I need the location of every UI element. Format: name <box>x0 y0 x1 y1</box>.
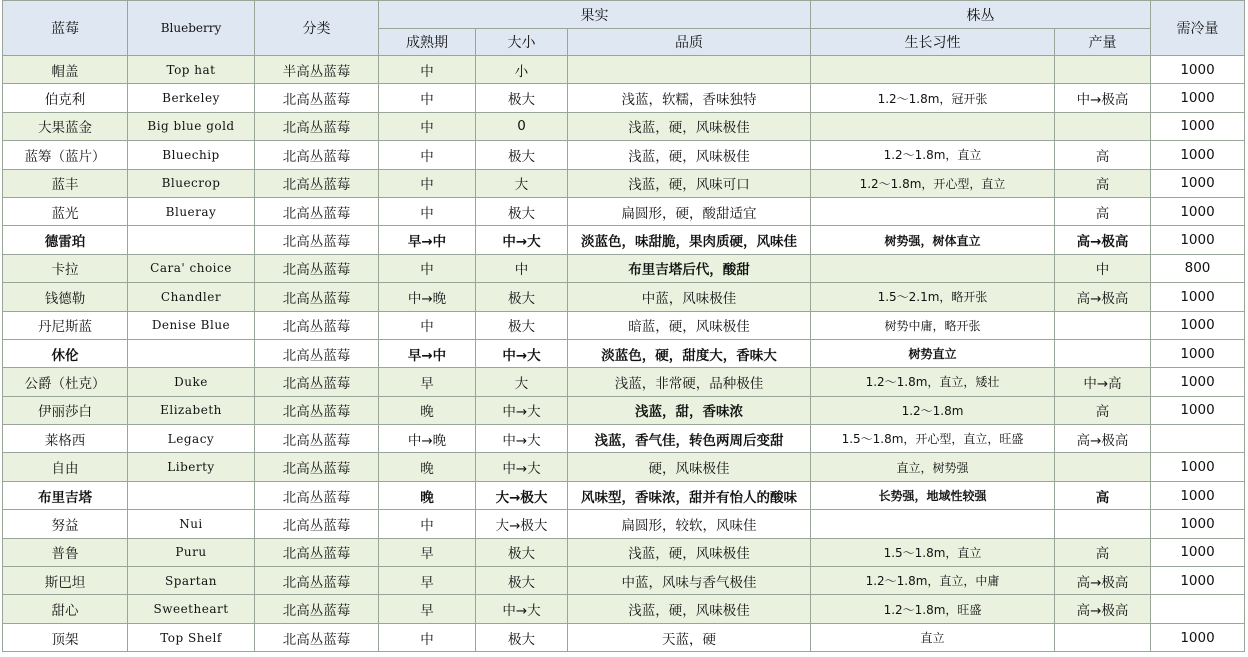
cell-size: 中 <box>476 254 568 282</box>
cell-yield: 中→高 <box>1055 368 1151 396</box>
cell-yield: 中→极高 <box>1055 84 1151 112</box>
cell-size: 0 <box>476 112 568 140</box>
cell-name-cn: 德雷珀 <box>3 226 128 254</box>
cell-size: 大 <box>476 368 568 396</box>
cell-growth: 1.2～1.8m，直立，矮壮 <box>811 368 1055 396</box>
cell-category: 北高丛蓝莓 <box>255 623 379 651</box>
cell-category: 北高丛蓝莓 <box>255 226 379 254</box>
cell-yield <box>1055 311 1151 339</box>
cell-name-en <box>128 481 255 509</box>
cell-name-cn: 莱格西 <box>3 425 128 453</box>
cell-chill: 800 <box>1151 254 1245 282</box>
cell-maturity: 晚 <box>379 481 476 509</box>
table-row <box>3 510 1245 538</box>
cell-yield: 高 <box>1055 197 1151 225</box>
table-row <box>3 112 1245 140</box>
table-row <box>3 169 1245 197</box>
cell-quality: 浅蓝，硬，风味极佳 <box>568 538 811 566</box>
cell-maturity: 早 <box>379 368 476 396</box>
cell-maturity: 中 <box>379 623 476 651</box>
cell-yield: 高 <box>1055 396 1151 424</box>
cell-chill <box>1151 425 1245 453</box>
cell-name-cn: 帽盖 <box>3 56 128 84</box>
cell-category: 北高丛蓝莓 <box>255 84 379 112</box>
cell-quality: 天蓝，硬 <box>568 623 811 651</box>
cell-size: 中→大 <box>476 453 568 481</box>
cell-chill: 1000 <box>1151 510 1245 538</box>
cell-chill: 1000 <box>1151 84 1245 112</box>
cell-quality: 浅蓝，硬，风味极佳 <box>568 112 811 140</box>
cell-chill: 1000 <box>1151 623 1245 651</box>
cell-growth: 1.2～1.8m，冠开张 <box>811 84 1055 112</box>
cell-growth <box>811 197 1055 225</box>
table-row <box>3 339 1245 367</box>
header-plant: 株丛 <box>811 1 1151 29</box>
cell-growth <box>811 112 1055 140</box>
cell-maturity: 早 <box>379 538 476 566</box>
cell-chill: 1000 <box>1151 311 1245 339</box>
cell-quality: 淡蓝色，硬，甜度大，香味大 <box>568 339 811 367</box>
cell-size: 中→大 <box>476 226 568 254</box>
cell-size: 中→大 <box>476 339 568 367</box>
cell-yield: 高→极高 <box>1055 595 1151 623</box>
table-row <box>3 226 1245 254</box>
cell-category: 北高丛蓝莓 <box>255 425 379 453</box>
cell-maturity: 中 <box>379 197 476 225</box>
cell-chill: 1000 <box>1151 396 1245 424</box>
table-row <box>3 254 1245 282</box>
cell-name-en: Top Shelf <box>128 623 255 651</box>
cell-maturity: 中 <box>379 254 476 282</box>
cell-size: 小 <box>476 56 568 84</box>
cell-growth: 1.2～1.8m，旺盛 <box>811 595 1055 623</box>
cell-name-en: Top hat <box>128 56 255 84</box>
cell-name-cn: 自由 <box>3 453 128 481</box>
cell-name-cn: 蓝光 <box>3 197 128 225</box>
cell-name-cn: 斯巴坦 <box>3 567 128 595</box>
cell-name-en: Liberty <box>128 453 255 481</box>
table-row <box>3 197 1245 225</box>
cell-growth: 树势直立 <box>811 339 1055 367</box>
cell-yield <box>1055 56 1151 84</box>
cell-yield <box>1055 623 1151 651</box>
cell-quality <box>568 56 811 84</box>
cell-name-cn: 顶架 <box>3 623 128 651</box>
blueberry-variety-table <box>2 0 1245 652</box>
cell-quality: 浅蓝，硬，风味极佳 <box>568 595 811 623</box>
cell-chill: 1000 <box>1151 141 1245 169</box>
table-body <box>3 56 1245 652</box>
cell-yield: 高→极高 <box>1055 567 1151 595</box>
cell-quality: 淡蓝色，味甜脆，果肉质硬，风味佳 <box>568 226 811 254</box>
cell-chill: 1000 <box>1151 339 1245 367</box>
cell-name-en <box>128 339 255 367</box>
cell-chill <box>1151 595 1245 623</box>
cell-quality: 浅蓝，硬，风味极佳 <box>568 141 811 169</box>
cell-name-cn: 蓝筹（蓝片） <box>3 141 128 169</box>
cell-name-cn: 丹尼斯蓝 <box>3 311 128 339</box>
cell-quality: 扁圆形，硬，酸甜适宜 <box>568 197 811 225</box>
cell-size: 大 <box>476 169 568 197</box>
cell-name-cn: 努益 <box>3 510 128 538</box>
cell-yield: 高 <box>1055 481 1151 509</box>
cell-name-en: Legacy <box>128 425 255 453</box>
header-fruit: 果实 <box>379 1 811 29</box>
table-row <box>3 425 1245 453</box>
cell-chill: 1000 <box>1151 481 1245 509</box>
cell-growth: 1.2～1.8m，开心型，直立 <box>811 169 1055 197</box>
cell-maturity: 中 <box>379 56 476 84</box>
cell-category: 北高丛蓝莓 <box>255 254 379 282</box>
cell-name-en: Sweetheart <box>128 595 255 623</box>
cell-maturity: 中→晚 <box>379 283 476 311</box>
cell-growth: 1.2～1.8m <box>811 396 1055 424</box>
cell-category: 北高丛蓝莓 <box>255 396 379 424</box>
cell-growth: 1.2～1.8m，直立，中庸 <box>811 567 1055 595</box>
cell-size: 极大 <box>476 538 568 566</box>
cell-name-en: Elizabeth <box>128 396 255 424</box>
cell-name-en: Cara' choice <box>128 254 255 282</box>
cell-maturity: 中 <box>379 112 476 140</box>
cell-quality: 扁圆形，较软，风味佳 <box>568 510 811 538</box>
cell-name-cn: 布里吉塔 <box>3 481 128 509</box>
cell-name-cn: 伊丽莎白 <box>3 396 128 424</box>
cell-size: 中→大 <box>476 396 568 424</box>
cell-quality: 浅蓝，香气佳，转色两周后变甜 <box>568 425 811 453</box>
cell-growth <box>811 254 1055 282</box>
cell-growth: 树势中庸，略开张 <box>811 311 1055 339</box>
cell-maturity: 中→晚 <box>379 425 476 453</box>
table-row <box>3 567 1245 595</box>
cell-yield: 高→极高 <box>1055 283 1151 311</box>
cell-yield <box>1055 510 1151 538</box>
table-row <box>3 623 1245 651</box>
cell-quality: 浅蓝，非常硬，品种极佳 <box>568 368 811 396</box>
cell-quality: 布里吉塔后代，酸甜 <box>568 254 811 282</box>
cell-category: 北高丛蓝莓 <box>255 339 379 367</box>
cell-name-cn: 休伦 <box>3 339 128 367</box>
cell-chill: 1000 <box>1151 283 1245 311</box>
cell-chill: 1000 <box>1151 56 1245 84</box>
table-row <box>3 141 1245 169</box>
cell-maturity: 早 <box>379 595 476 623</box>
table-row <box>3 481 1245 509</box>
cell-quality: 硬，风味极佳 <box>568 453 811 481</box>
cell-quality: 暗蓝，硬，风味极佳 <box>568 311 811 339</box>
table-row <box>3 396 1245 424</box>
header-category: 分类 <box>255 1 379 56</box>
cell-growth: 1.2～1.8m，直立 <box>811 141 1055 169</box>
cell-maturity: 中 <box>379 311 476 339</box>
cell-size: 大→极大 <box>476 510 568 538</box>
cell-name-en: Denise Blue <box>128 311 255 339</box>
cell-category: 北高丛蓝莓 <box>255 368 379 396</box>
cell-category: 北高丛蓝莓 <box>255 311 379 339</box>
cell-quality: 浅蓝，甜，香味浓 <box>568 396 811 424</box>
cell-yield: 中 <box>1055 254 1151 282</box>
cell-name-cn: 大果蓝金 <box>3 112 128 140</box>
cell-chill: 1000 <box>1151 197 1245 225</box>
cell-chill: 1000 <box>1151 226 1245 254</box>
cell-category: 北高丛蓝莓 <box>255 141 379 169</box>
table-row <box>3 84 1245 112</box>
cell-yield <box>1055 112 1151 140</box>
cell-size: 极大 <box>476 141 568 169</box>
cell-yield: 高→极高 <box>1055 226 1151 254</box>
cell-quality: 浅蓝，软糯，香味独特 <box>568 84 811 112</box>
header-quality: 品质 <box>568 29 811 56</box>
cell-category: 北高丛蓝莓 <box>255 169 379 197</box>
cell-growth: 直立，树势强 <box>811 453 1055 481</box>
cell-maturity: 早 <box>379 567 476 595</box>
cell-name-cn: 蓝丰 <box>3 169 128 197</box>
cell-size: 极大 <box>476 567 568 595</box>
cell-maturity: 早→中 <box>379 339 476 367</box>
cell-category: 半高丛蓝莓 <box>255 56 379 84</box>
cell-size: 中→大 <box>476 425 568 453</box>
cell-growth: 1.5～2.1m，略开张 <box>811 283 1055 311</box>
cell-name-en: Bluechip <box>128 141 255 169</box>
cell-maturity: 中 <box>379 141 476 169</box>
cell-category: 北高丛蓝莓 <box>255 283 379 311</box>
cell-name-en: Puru <box>128 538 255 566</box>
table-row <box>3 595 1245 623</box>
cell-growth: 1.5～1.8m，开心型，直立，旺盛 <box>811 425 1055 453</box>
table-row <box>3 56 1245 84</box>
cell-growth: 长势强，地域性较强 <box>811 481 1055 509</box>
cell-quality: 中蓝，风味极佳 <box>568 283 811 311</box>
table-row <box>3 453 1245 481</box>
header-blueberry-en: Blueberry <box>128 1 255 56</box>
cell-name-cn: 普鲁 <box>3 538 128 566</box>
cell-growth <box>811 56 1055 84</box>
cell-chill: 1000 <box>1151 538 1245 566</box>
cell-yield: 高 <box>1055 538 1151 566</box>
cell-chill: 1000 <box>1151 453 1245 481</box>
cell-maturity: 中 <box>379 84 476 112</box>
cell-name-cn: 公爵（杜克） <box>3 368 128 396</box>
cell-name-en: Nui <box>128 510 255 538</box>
cell-chill: 1000 <box>1151 368 1245 396</box>
cell-name-cn: 卡拉 <box>3 254 128 282</box>
cell-name-en: Blueray <box>128 197 255 225</box>
cell-category: 北高丛蓝莓 <box>255 538 379 566</box>
cell-maturity: 晚 <box>379 453 476 481</box>
table-row <box>3 538 1245 566</box>
cell-category: 北高丛蓝莓 <box>255 567 379 595</box>
cell-name-cn: 甜心 <box>3 595 128 623</box>
header-blueberry-cn: 蓝莓 <box>3 1 128 56</box>
cell-name-en <box>128 226 255 254</box>
cell-yield: 高 <box>1055 141 1151 169</box>
cell-size: 大→极大 <box>476 481 568 509</box>
cell-yield <box>1055 339 1151 367</box>
header-chill: 需冷量 <box>1151 1 1245 56</box>
cell-yield: 高 <box>1055 169 1151 197</box>
cell-name-en: Chandler <box>128 283 255 311</box>
cell-maturity: 早→中 <box>379 226 476 254</box>
cell-size: 极大 <box>476 311 568 339</box>
cell-quality: 浅蓝，硬，风味可口 <box>568 169 811 197</box>
cell-name-cn: 钱德勒 <box>3 283 128 311</box>
cell-yield <box>1055 453 1151 481</box>
cell-growth: 直立 <box>811 623 1055 651</box>
cell-name-cn: 伯克利 <box>3 84 128 112</box>
header-size: 大小 <box>476 29 568 56</box>
header-growth: 生长习性 <box>811 29 1055 56</box>
cell-size: 极大 <box>476 283 568 311</box>
cell-chill: 1000 <box>1151 112 1245 140</box>
cell-name-en: Berkeley <box>128 84 255 112</box>
cell-size: 中→大 <box>476 595 568 623</box>
table-row <box>3 283 1245 311</box>
cell-growth: 1.5～1.8m，直立 <box>811 538 1055 566</box>
table-row <box>3 311 1245 339</box>
cell-name-en: Spartan <box>128 567 255 595</box>
cell-category: 北高丛蓝莓 <box>255 197 379 225</box>
cell-yield: 高→极高 <box>1055 425 1151 453</box>
cell-growth: 树势强，树体直立 <box>811 226 1055 254</box>
cell-maturity: 晚 <box>379 396 476 424</box>
cell-name-en: Big blue gold <box>128 112 255 140</box>
cell-name-en: Bluecrop <box>128 169 255 197</box>
cell-size: 极大 <box>476 197 568 225</box>
table-row <box>3 368 1245 396</box>
cell-size: 极大 <box>476 84 568 112</box>
cell-quality: 中蓝，风味与香气极佳 <box>568 567 811 595</box>
cell-quality: 风味型，香味浓，甜并有怡人的酸味 <box>568 481 811 509</box>
cell-maturity: 中 <box>379 169 476 197</box>
cell-category: 北高丛蓝莓 <box>255 112 379 140</box>
cell-maturity: 中 <box>379 510 476 538</box>
cell-size: 极大 <box>476 623 568 651</box>
cell-growth <box>811 510 1055 538</box>
cell-chill: 1000 <box>1151 567 1245 595</box>
cell-name-en: Duke <box>128 368 255 396</box>
header-maturity: 成熟期 <box>379 29 476 56</box>
cell-chill: 1000 <box>1151 169 1245 197</box>
cell-category: 北高丛蓝莓 <box>255 595 379 623</box>
header-yield: 产量 <box>1055 29 1151 56</box>
cell-category: 北高丛蓝莓 <box>255 453 379 481</box>
cell-category: 北高丛蓝莓 <box>255 510 379 538</box>
cell-category: 北高丛蓝莓 <box>255 481 379 509</box>
